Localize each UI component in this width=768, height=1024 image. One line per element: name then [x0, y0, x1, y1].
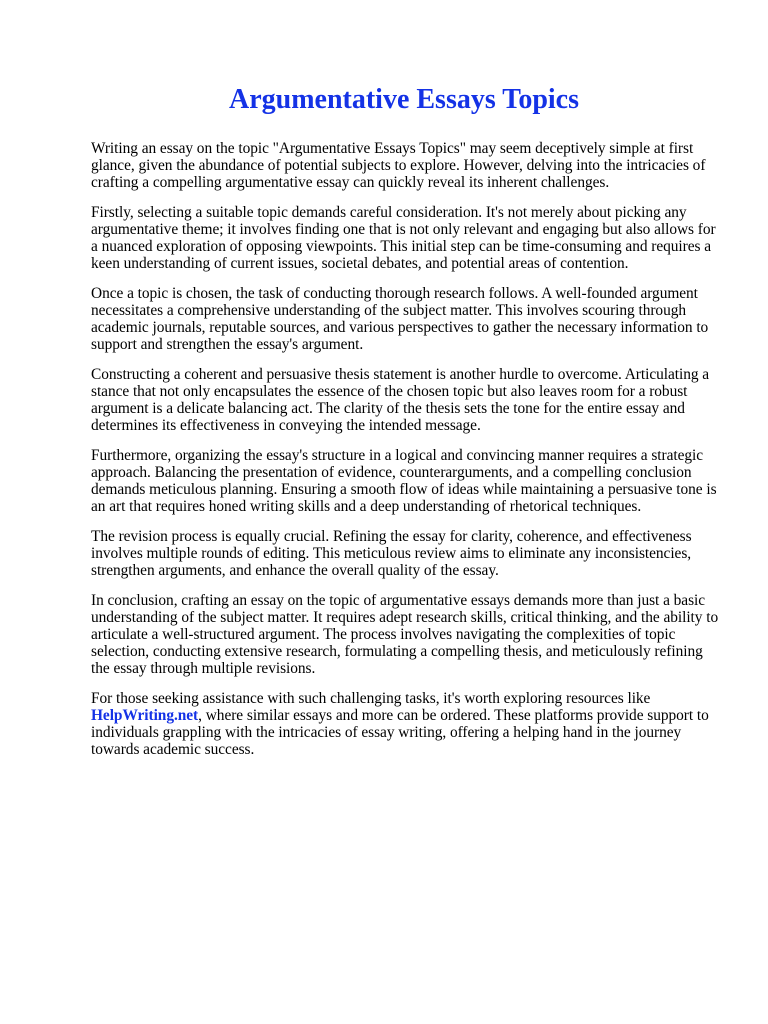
paragraph-intro: Writing an essay on the topic "Argumentative Essays Topics" may seem deceptively simple at first glance, given the abundance of potential subjects to explore. However, delving into the intricacies of crafting a compelling argumentative essay can quickly reveal its inherent challenges.	[91, 140, 706, 191]
paragraph-closing	[91, 690, 721, 758]
closing-text-after-link: , where similar essays and more can be ordered. These platforms provide support to individuals grappling with the intricacies of essay writing, offering a helping hand in the journey towards academic success.	[91, 707, 709, 758]
helpwriting-link[interactable]: HelpWriting.net	[91, 707, 199, 724]
paragraph-topic-selection: Firstly, selecting a suitable topic demands careful consideration. It's not merely about picking any argumentative theme; it involves finding one that is not only relevant and engaging but also allows for a nuanced exploration of opposing viewpoints. This initial step can be time-consuming and requires a keen understanding of current issues, societal debates, and potential areas of contention.	[91, 204, 716, 272]
paragraph-research: Once a topic is chosen, the task of conducting thorough research follows. A well-founded argument necessitates a comprehensive understanding of the subject matter. This involves scouring through academic journals, reputable sources, and various perspectives to gather the necessary information to support and strengthen the essay's argument.	[91, 285, 709, 353]
page-title: Argumentative Essays Topics	[228, 84, 580, 115]
paragraph-revision: The revision process is equally crucial. Refining the essay for clarity, coherence, and effectiveness involves multiple rounds of editing. This meticulous review aims to eliminate any inconsistencies, strengthen arguments, and enhance the overall quality of the essay.	[91, 528, 692, 579]
paragraph-structure: Furthermore, organizing the essay's structure in a logical and convincing manner requires a strategic approach. Balancing the presentation of evidence, counterarguments, and a compelling conclusion demands meticulous planning. Ensuring a smooth flow of ideas while maintaining a persuasive tone is an art that requires honed writing skills and a deep understanding of rhetorical techniques.	[91, 447, 717, 515]
paragraph-thesis: Constructing a coherent and persuasive thesis statement is another hurdle to overcome. Articulating a stance that not only encapsulates the essence of the chosen topic but also leaves room for a robust argument is a delicate balancing act. The clarity of the thesis sets the tone for the entire essay and determines its effectiveness in conveying the intended message.	[91, 366, 710, 434]
closing-text-before-link: For those seeking assistance with such challenging tasks, it's worth exploring resources like	[91, 690, 651, 707]
paragraph-conclusion: In conclusion, crafting an essay on the topic of argumentative essays demands more than just a basic understanding of the subject matter. It requires adept research skills, critical thinking, and the ability to articulate a well-structured argument. The process involves navigating the complexities of topic selection, conducting extensive research, formulating a compelling thesis, and meticulously refining the essay through multiple revisions.	[91, 592, 719, 677]
